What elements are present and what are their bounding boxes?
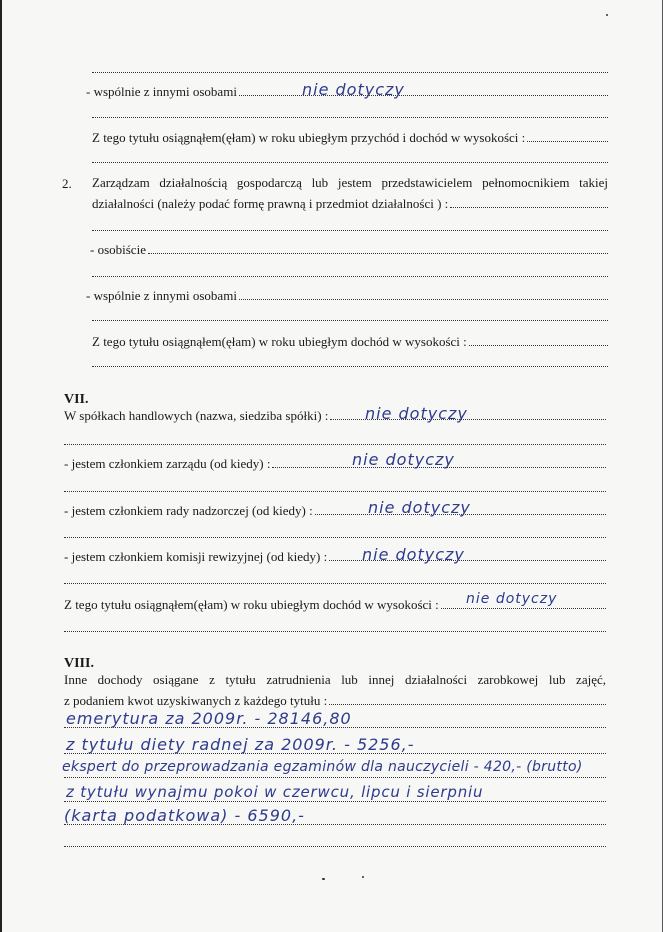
- wspolnie-label: - wspólnie z innymi osobami: [86, 84, 237, 99]
- przychod-label: Z tego tytułu osiągnąłem(ęłam) w roku ubiegłym przychód i dochód w wysokości :: [92, 130, 526, 145]
- viii-line2: z podaniem kwot uzyskiwanych z każdego tytułu :: [64, 693, 328, 708]
- income-entry-2: z tytułu diety radnej za 2009r. - 5256,-: [66, 735, 415, 754]
- scan-speck: [606, 14, 608, 16]
- handwriting-line: [64, 777, 606, 778]
- wspolnie-handwritten-value: nie dotyczy: [302, 80, 405, 99]
- item2-line2-row: [92, 196, 608, 212]
- blank-line: [92, 162, 608, 163]
- komisja-label: - jestem członkiem komisji rewizyjnej (od kiedy) :: [64, 549, 328, 564]
- vii-dochod-handwritten-value: nie dotyczy: [466, 591, 558, 607]
- blank-line: [92, 117, 608, 118]
- item-number: 2.: [62, 176, 72, 191]
- scan-speck: [362, 876, 364, 878]
- income-entry-3: ekspert do przeprowadzania egzaminów dla nauczycieli - 420,- (brutto): [62, 759, 583, 775]
- section-heading-vii: VII.: [64, 392, 89, 407]
- osobiscie-label: - osobiście: [90, 242, 146, 257]
- blank-line: [92, 320, 608, 321]
- dochod-label: Z tego tytułu osiągnąłem(ęłam) w roku ubiegłym dochód w wysokości :: [92, 334, 467, 349]
- blank-line: [92, 230, 608, 231]
- blank-line: [64, 631, 606, 632]
- przychod-row: [92, 130, 608, 146]
- osobiscie-row: [90, 242, 608, 258]
- rada-label: - jestem członkiem rady nadzorczej (od kiedy) :: [64, 503, 313, 518]
- handwriting-line: [64, 801, 606, 802]
- income-entry-5: (karta podatkowa) - 6590,-: [64, 806, 305, 825]
- blank-line: [92, 72, 608, 73]
- rada-handwritten-value: nie dotyczy: [368, 498, 471, 517]
- item2-line1: Zarządzam działalnością gospodarczą lub jestem przedstawicielem pełnomocnikiem takiej: [92, 175, 608, 190]
- dochod-row: [92, 334, 608, 350]
- zarzad-handwritten-value: nie dotyczy: [352, 450, 455, 469]
- blank-line: [64, 846, 606, 847]
- item2-line2: działalności (należy podać formę prawną i przedmiot działalności ) :: [92, 196, 449, 211]
- blank-line: [64, 537, 606, 538]
- wspolnie2-label: - wspólnie z innymi osobami: [86, 288, 237, 303]
- section-heading-viii: VIII.: [64, 656, 94, 671]
- rada-row: [64, 503, 606, 519]
- income-entry-1: emerytura za 2009r. - 28146,80: [66, 709, 352, 728]
- blank-line: [64, 444, 606, 445]
- viii-line1: Inne dochody osiągane z tytułu zatrudnienia lub innej działalności zarobkowej lub zajęć,: [64, 672, 606, 687]
- komisja-handwritten-value: nie dotyczy: [362, 545, 465, 564]
- blank-line: [64, 583, 606, 584]
- spolki-row: [64, 408, 606, 424]
- blank-line: [92, 366, 608, 367]
- wspolnie2-row: [86, 288, 608, 304]
- income-entry-4: z tytułu wynajmu pokoi w czerwcu, lipcu i sierpniu: [66, 783, 484, 801]
- scan-edge-left: [0, 0, 2, 932]
- vii-dochod-label: Z tego tytułu osiągnąłem(ęłam) w roku ubiegłym dochód w wysokości :: [64, 597, 439, 612]
- blank-line: [92, 276, 608, 277]
- scan-speck: [322, 878, 325, 880]
- zarzad-row: [64, 456, 606, 472]
- blank-line: [64, 491, 606, 492]
- zarzad-label: - jestem członkiem zarządu (od kiedy) :: [64, 456, 271, 471]
- spolki-label: W spółkach handlowych (nazwa, siedziba spółki) :: [64, 408, 329, 423]
- spolki-handwritten-value: nie dotyczy: [365, 404, 468, 423]
- viii-line2-row: [64, 693, 606, 709]
- komisja-row: [64, 549, 606, 565]
